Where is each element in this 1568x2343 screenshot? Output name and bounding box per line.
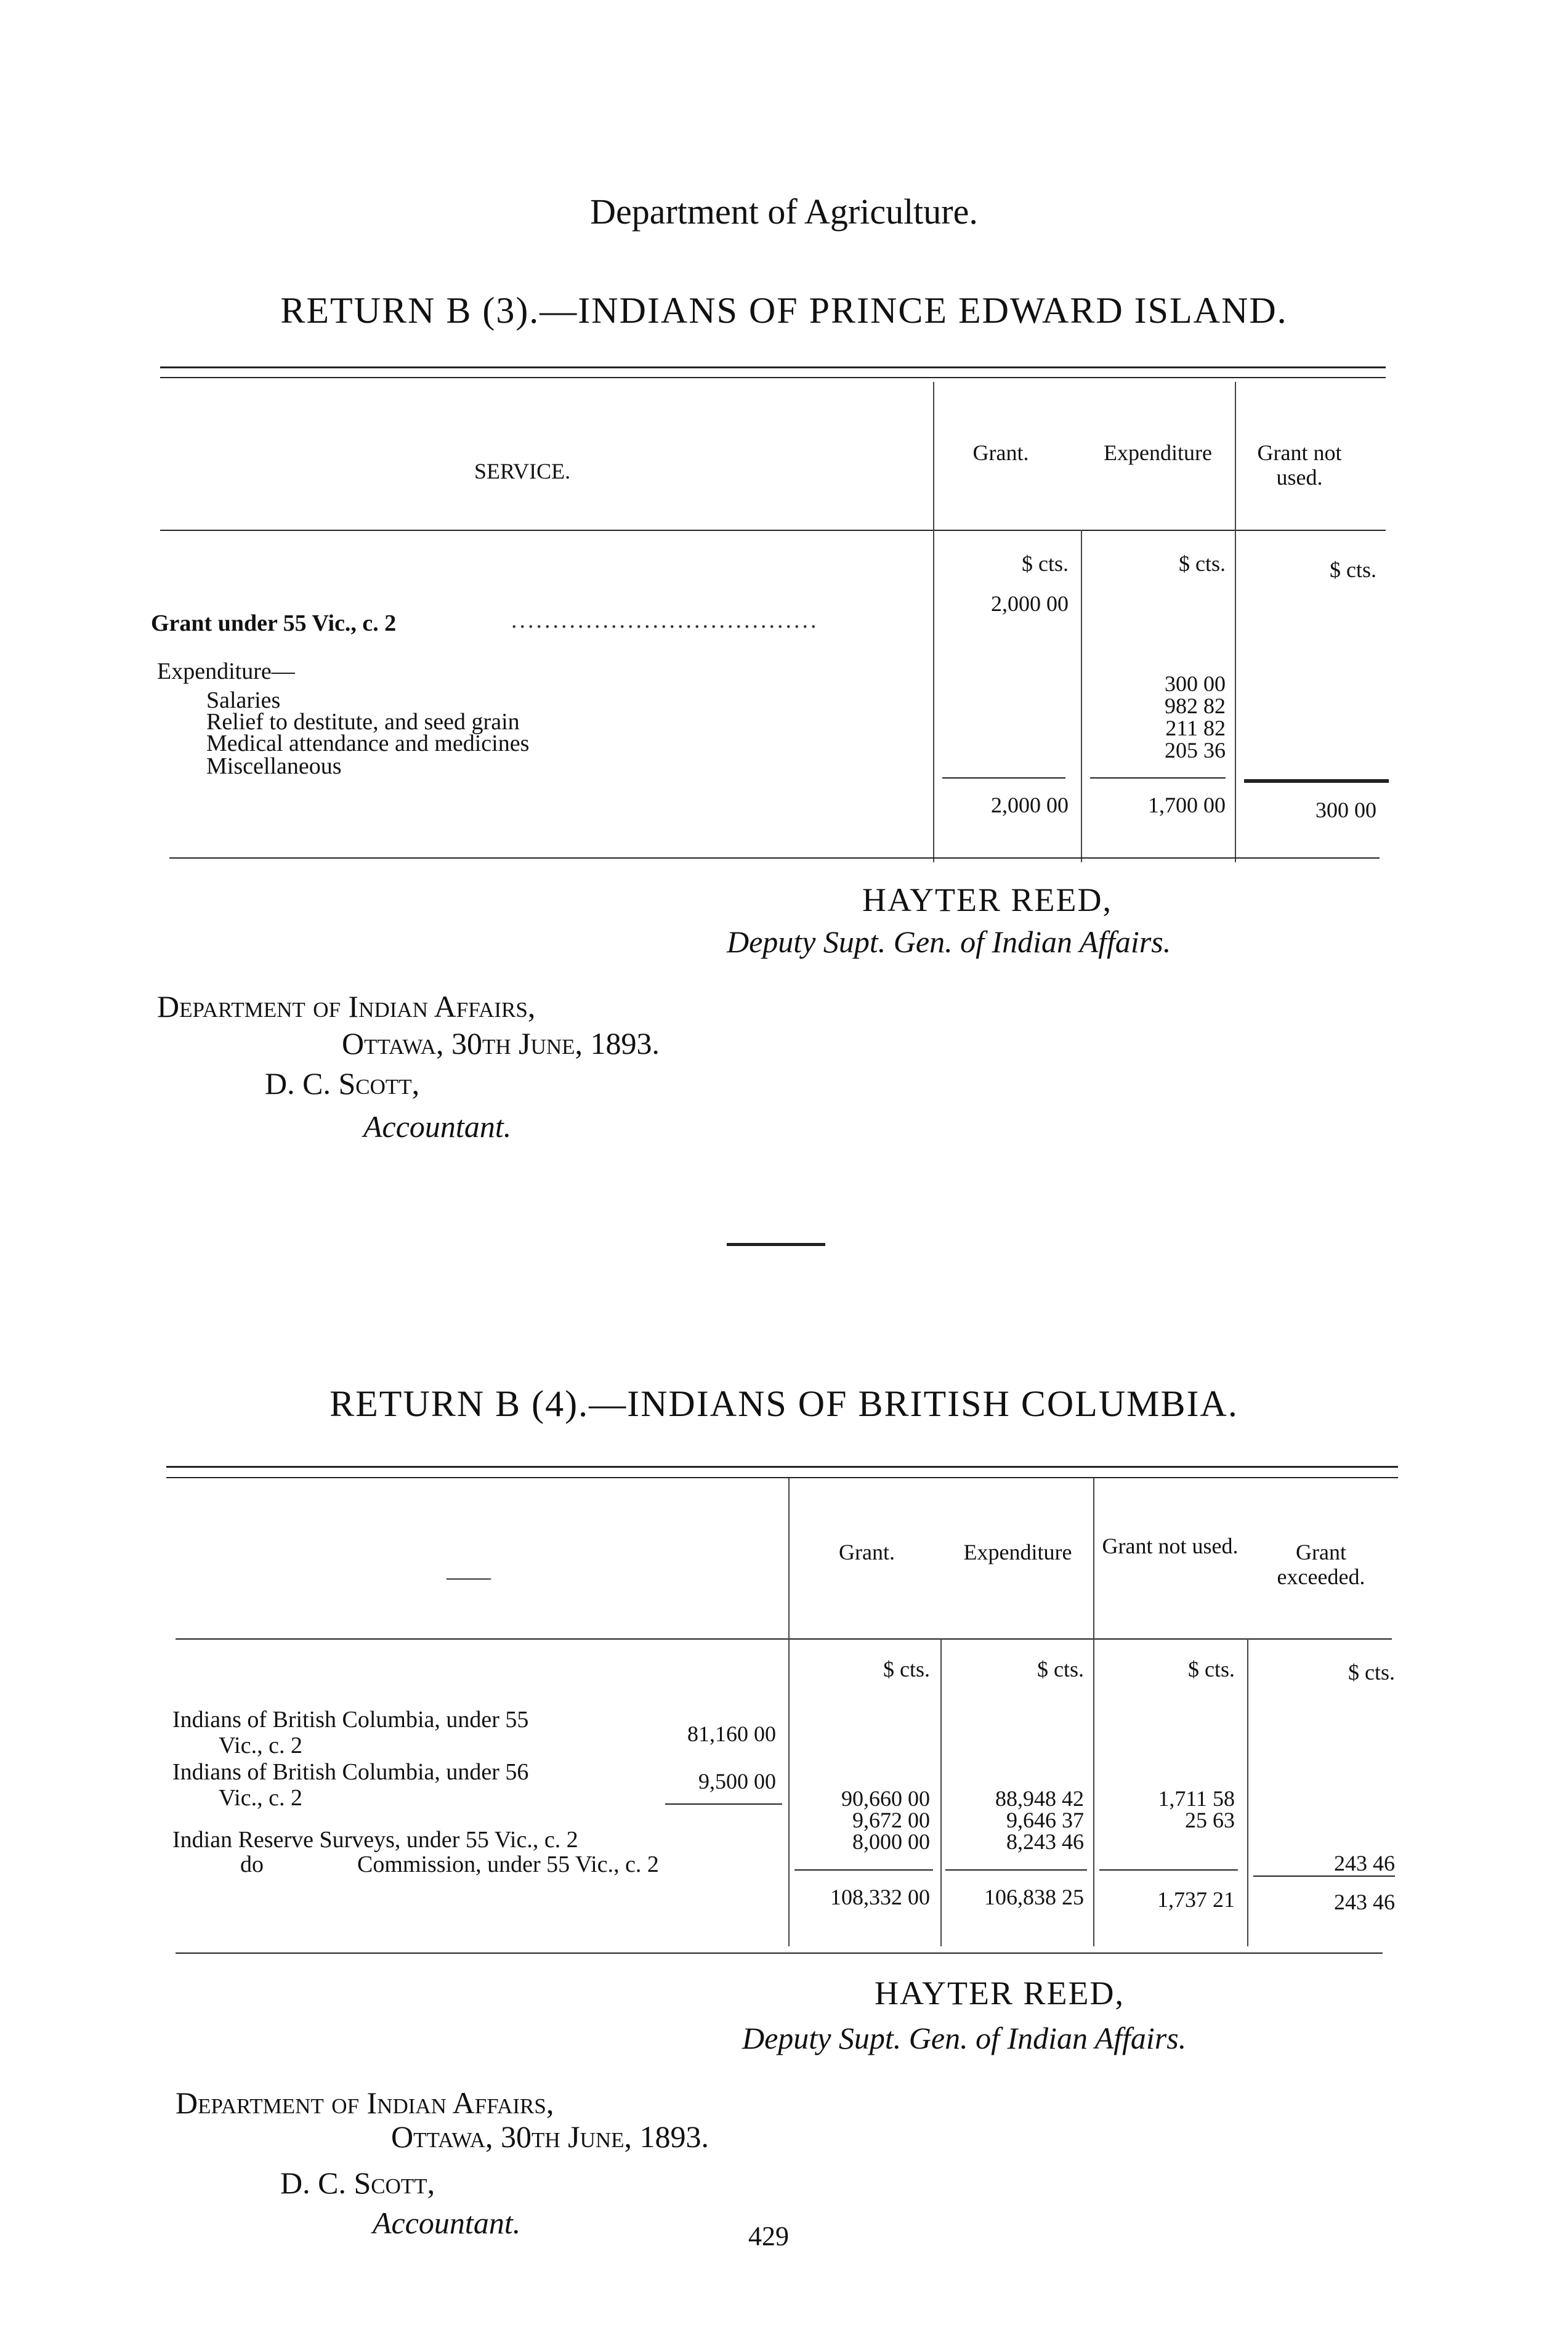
return4-total-expenditure: 106,838 25 <box>984 1885 1084 1909</box>
return4-commission-do: do <box>240 1851 264 1877</box>
return3-dept-line1: Department of Indian Affairs, <box>157 989 536 1024</box>
return3-expenditure-heading: Expenditure— <box>157 658 295 684</box>
return4-commission-expenditure: 8,243 46 <box>1006 1829 1084 1854</box>
return4-row-subgrant: 81,160 00 <box>687 1722 776 1746</box>
return3-vline-1 <box>933 382 934 862</box>
return4-combined-grant: 90,660 00 <box>841 1786 930 1811</box>
return3-header-rule <box>160 530 1386 531</box>
return4-row-label-line2: Vic., c. 2 <box>219 1733 302 1758</box>
return4-accountant-title: Accountant. <box>373 2206 521 2240</box>
department-heading: Department of Agriculture. <box>590 192 978 232</box>
return3-sum-rule-not-used <box>1244 779 1389 783</box>
return4-commission-label: Commission, under 55 Vic., c. 2 <box>357 1851 659 1877</box>
return4-dept-line1: Department of Indian Affairs, <box>176 2086 554 2120</box>
return4-header-rule <box>176 1638 1392 1640</box>
return4-unit-not-used: $ cts. <box>1188 1657 1235 1681</box>
return4-sum-rule-expenditure <box>945 1869 1087 1871</box>
return4-unit-expenditure: $ cts. <box>1037 1657 1084 1681</box>
return3-accountant-title: Accountant. <box>363 1109 512 1144</box>
return4-row-label-line2: Vic., c. 2 <box>219 1785 302 1811</box>
return4-col-grant-exceeded: Grant exceeded. <box>1277 1540 1365 1589</box>
return3-bottom-rule <box>169 857 1380 859</box>
return4-top-rule <box>166 1466 1398 1468</box>
return4-col-grant: Grant. <box>839 1540 895 1564</box>
return4-total-not-used: 1,737 21 <box>1157 1887 1235 1912</box>
return3-item-expenditure: 300 00 <box>1165 671 1226 696</box>
return4-surveys-label: Indian Reserve Surveys, under 55 Vic., c. 2 <box>172 1827 578 1853</box>
return4-row-subgrant: 9,500 00 <box>698 1769 776 1794</box>
section-separator <box>727 1243 825 1246</box>
return3-title: RETURN B (3).—INDIANS OF PRINCE EDWARD ISLAND. <box>280 290 1288 331</box>
return4-unit-exceeded: $ cts. <box>1348 1660 1395 1685</box>
return3-top-rule <box>160 366 1386 368</box>
return4-accountant-name: D. C. Scott, <box>280 2166 435 2200</box>
return3-grant-value: 2,000 00 <box>991 591 1069 616</box>
return4-title: RETURN B (4).—INDIANS OF BRITISH COLUMBIA. <box>329 1383 1239 1424</box>
return3-col-service: SERVICE. <box>474 459 571 484</box>
return3-col-grant-not-used: Grant not used. <box>1257 440 1342 490</box>
return3-item-label: Medical attendance and medicines <box>206 730 530 756</box>
return4-subgrant-rule <box>665 1803 782 1805</box>
return3-sum-rule-expenditure <box>1090 777 1226 779</box>
page-number: 429 <box>748 2221 789 2251</box>
return4-total-grant: 108,332 00 <box>830 1885 930 1909</box>
return3-accountant-name: D. C. Scott, <box>265 1066 420 1101</box>
return4-col-blank: —— <box>447 1564 491 1589</box>
return3-dept-date: Ottawa, 30th June, 1893. <box>342 1026 660 1061</box>
return3-unit-grant: $ cts. <box>1022 551 1069 576</box>
return3-total-not-used: 300 00 <box>1315 798 1376 822</box>
return3-item-label: Miscellaneous <box>206 753 342 779</box>
return3-grant-label: Grant under 55 Vic., c. 2 <box>151 610 397 636</box>
return3-dept-line2 <box>342 1026 660 1061</box>
return4-sum-rule-exceeded <box>1253 1876 1395 1877</box>
return4-sum-rule-grant <box>794 1869 933 1871</box>
return4-row-label-line1: Indians of British Columbia, under 56 <box>172 1759 529 1785</box>
return4-surveys-grant: 9,672 00 <box>852 1808 930 1832</box>
return4-signature-name: HAYTER REED, <box>875 1975 1125 2012</box>
return4-total-exceeded: 243 46 <box>1334 1890 1395 1914</box>
return3-top-rule-2 <box>160 377 1386 378</box>
return3-unit-expenditure: $ cts. <box>1179 551 1226 576</box>
return3-vline-2 <box>1081 530 1082 862</box>
return3-item-expenditure: 205 36 <box>1165 738 1226 763</box>
return4-surveys-not-used: 25 63 <box>1185 1808 1235 1832</box>
return4-top-rule-2 <box>166 1477 1398 1478</box>
return3-total-expenditure: 1,700 00 <box>1148 793 1226 817</box>
return3-col-grant: Grant. <box>972 440 1029 465</box>
return4-dept-date: Ottawa, 30th June, 1893. <box>391 2119 709 2154</box>
return4-surveys-expenditure: 9,646 37 <box>1006 1808 1084 1832</box>
return4-commission-exceeded: 243 46 <box>1334 1851 1395 1876</box>
return3-item-expenditure: 211 82 <box>1165 716 1226 740</box>
return4-combined-not-used: 1,711 58 <box>1158 1786 1235 1811</box>
return4-unit-grant: $ cts. <box>883 1657 930 1681</box>
return3-signature-name: HAYTER REED, <box>862 881 1113 918</box>
return4-vline-2 <box>940 1638 942 1946</box>
return4-col-grant-not-used: Grant not used. <box>1102 1534 1239 1558</box>
return4-col-expenditure: Expenditure <box>963 1540 1072 1564</box>
return3-grant-leader: ..................................... <box>511 607 819 633</box>
return3-unit-not-used: $ cts. <box>1330 557 1376 582</box>
return3-vline-3 <box>1235 382 1236 862</box>
return4-vline-4 <box>1247 1638 1248 1946</box>
return4-row-label-line1: Indians of British Columbia, under 55 <box>172 1707 529 1733</box>
return4-vline-1 <box>788 1478 790 1946</box>
return4-sum-rule-not-used <box>1099 1869 1238 1871</box>
return3-total-grant: 2,000 00 <box>991 793 1069 817</box>
return3-item-label: Salaries <box>206 687 281 713</box>
return4-bottom-rule <box>176 1952 1383 1954</box>
return4-combined-expenditure: 88,948 42 <box>995 1786 1084 1811</box>
return3-signature-title: Deputy Supt. Gen. of Indian Affairs. <box>727 925 1171 959</box>
return3-sum-rule-grant <box>942 777 1065 779</box>
return3-col-expenditure: Expenditure <box>1104 440 1212 465</box>
return4-commission-grant: 8,000 00 <box>852 1829 930 1854</box>
return3-item-label: Relief to destitute, and seed grain <box>206 709 520 735</box>
return4-signature-title: Deputy Supt. Gen. of Indian Affairs. <box>742 2021 1187 2055</box>
return4-vline-3 <box>1093 1478 1094 1946</box>
return3-item-expenditure: 982 82 <box>1165 694 1226 718</box>
return4-dept-line2 <box>391 2119 709 2155</box>
